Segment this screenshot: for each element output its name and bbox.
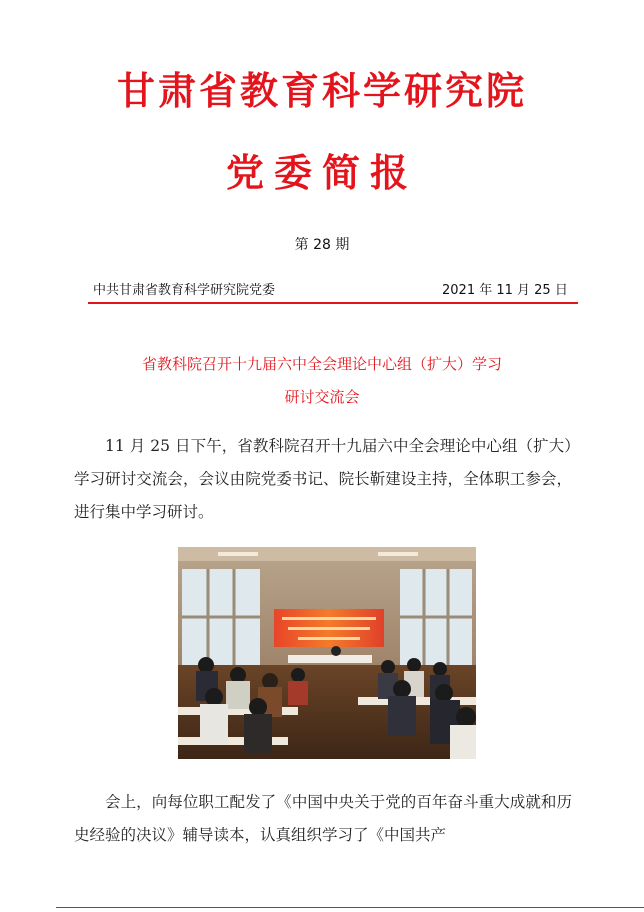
header-divider — [88, 302, 578, 304]
footer-divider — [56, 907, 644, 908]
article-paragraph-1: 11 月 25 日下午，省教科院召开十九届六中全会理论中心组（扩大）学习研讨交流会，会议由院党委书记、院长靳建设主持，全体职工参会，进行集中学习研讨。 — [74, 437, 572, 521]
bulletin-title: 党委简报 — [225, 150, 418, 195]
publish-date: 2021 年 11 月 25 日 — [442, 283, 568, 298]
publisher-name: 中共甘肃省教育科学研究院党委 — [93, 283, 276, 298]
article-headline-line1: 省教科院召开十九届六中全会理论中心组（扩大）学习 — [141, 355, 502, 373]
institute-title: 甘肃省教育科学研究院 — [116, 68, 527, 113]
meeting-photo — [178, 547, 476, 759]
article-paragraph-2: 会上，向每位职工配发了《中国中央关于党的百年奋斗重大成就和历史经验的决议》辅导读本，认真组织学习了《中国共产 — [74, 793, 572, 844]
article-headline-line2: 研讨交流会 — [284, 388, 360, 406]
issue-number: 第 28 期 — [294, 237, 350, 253]
